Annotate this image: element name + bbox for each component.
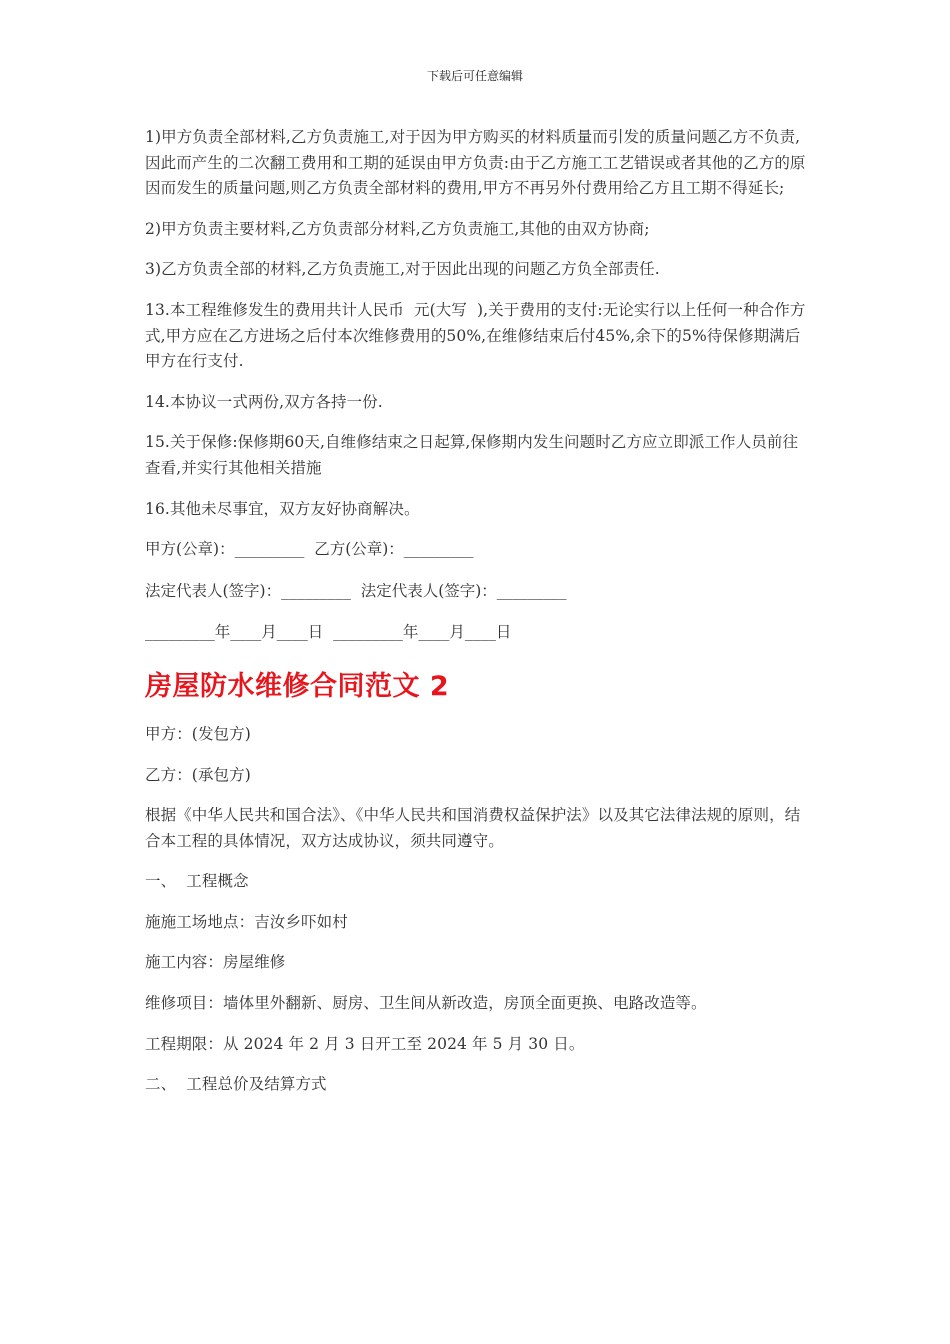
repair-items: 维修项目：墙体里外翻新、厨房、卫生间从新改造，房顶全面更换、电路改造等。 bbox=[145, 994, 707, 1013]
item-1: 1)甲方负责全部材料,乙方负责施工,对于因为甲方购买的材料质量而引发的质量问题乙方不负责,因此而产生的二次翻工费用和工期的延误由甲方负责:由于乙方施工工艺错误或者其他的乙方的原因而发生的质量问题,则乙方负责全部材料的费用,甲方不再另外付费用给乙方且工期不得延长; bbox=[145, 128, 806, 198]
clause-14: 14.本协议一式两份,双方各持一份. bbox=[145, 392, 383, 411]
construction-site: 施施工场地点：吉汝乡吓如村 bbox=[145, 912, 348, 931]
heading-project-overview: 一、 工程概念 bbox=[145, 872, 249, 891]
construction-content: 施工内容：房屋维修 bbox=[145, 953, 286, 972]
item-2: 2)甲方负责主要材料,乙方负责部分材料,乙方负责施工,其他的由双方协商; bbox=[145, 219, 650, 238]
clause-15: 15.关于保修:保修期60天,自维修结束之日起算,保修期内发生问题时乙方应立即派工作人员前往查看,并实行其他相关措施 bbox=[145, 433, 799, 477]
representative-line: 法定代表人(签字)：_________ 法定代表人(签字)：_________ bbox=[145, 581, 567, 600]
party-b: 乙方：(承包方) bbox=[145, 765, 251, 784]
item-3: 3)乙方负责全部的材料,乙方负责施工,对于因此出现的问题乙方负全部责任. bbox=[145, 260, 660, 279]
section-title: 房屋防水维修合同范文 2 bbox=[145, 670, 450, 702]
date-line: _________年____月____日 _________年____月____日 bbox=[145, 623, 512, 642]
legal-basis: 根据《中华人民共和国合法》、《中华人民共和国消费权益保护法》以及其它法律法规的原则，结合本工程的具体情况，双方达成协议，须共同遵守。 bbox=[145, 806, 801, 850]
party-a: 甲方：(发包方) bbox=[145, 724, 251, 743]
clause-13: 13.本工程维修发生的费用共计人民币 元(大写 ),关于费用的支付:无论实行以上任何一种合作方式,甲方应在乙方进场之后付本次维修费用的50%,在维修结束后付45%,余下的5%待保修期满后甲方在行支付. bbox=[145, 300, 806, 371]
heading-price-settlement: 二、 工程总价及结算方式 bbox=[145, 1075, 327, 1094]
seal-line: 甲方(公章)：_________ 乙方(公章)：_________ bbox=[145, 540, 474, 559]
project-period: 工程期限：从 2024 年 2 月 3 日开工至 2024 年 5 月 30 日。 bbox=[145, 1034, 585, 1053]
page-header-note: 下载后可任意编辑 bbox=[426, 69, 523, 83]
document-body bbox=[145, 125, 810, 1113]
clause-16: 16.其他未尽事宜，双方友好协商解决。 bbox=[145, 499, 420, 518]
